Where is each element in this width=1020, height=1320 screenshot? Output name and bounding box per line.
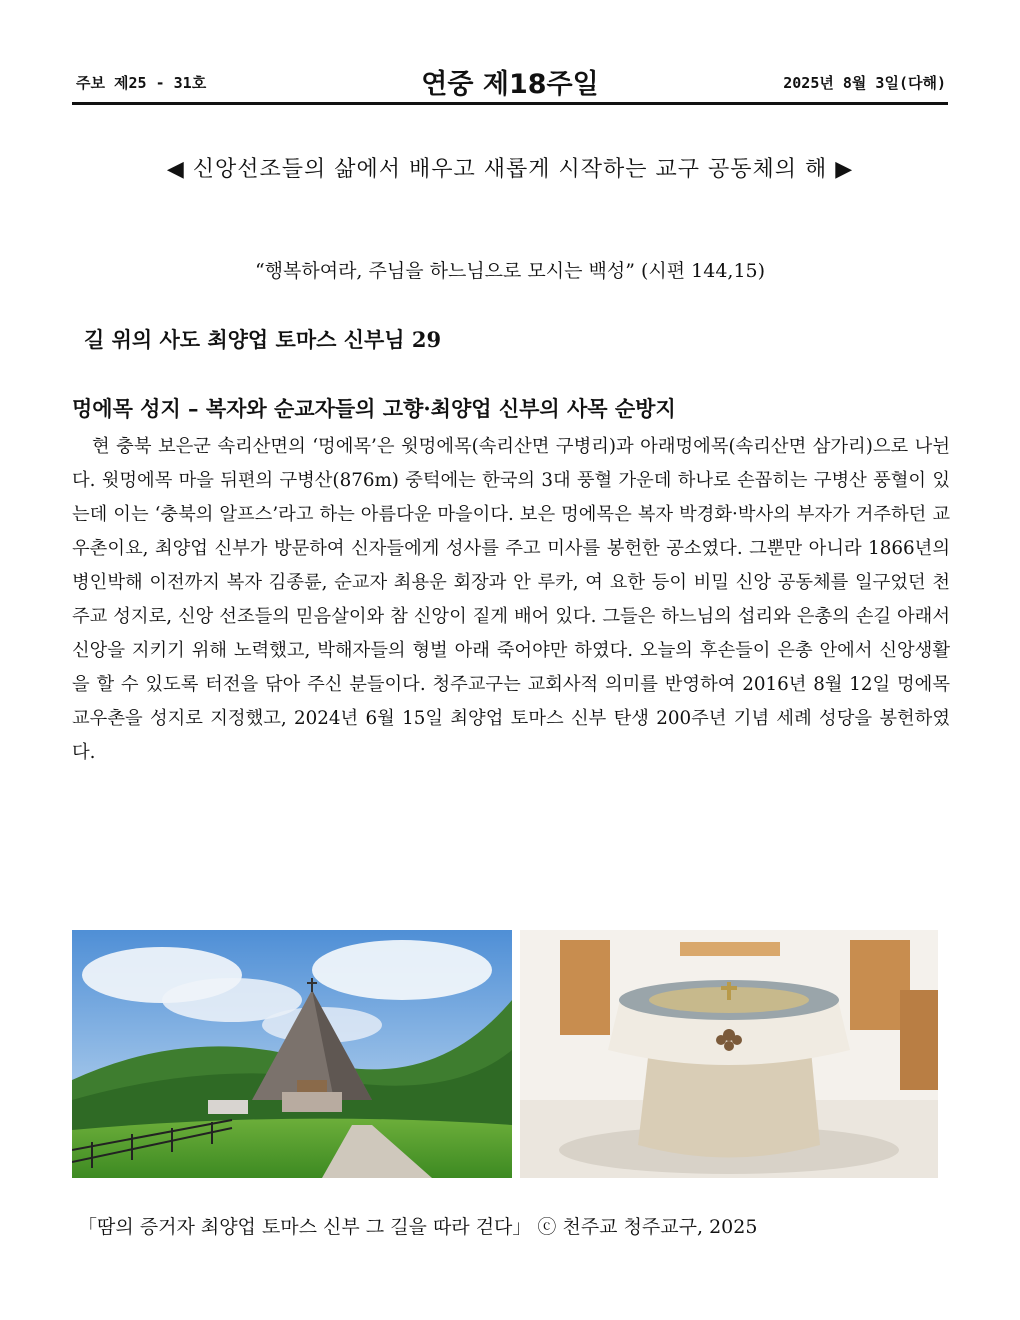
header-rule <box>72 102 948 105</box>
issue-number: 주보 제25 - 31호 <box>76 74 207 92</box>
series-title: 길 위의 사도 최양업 토마스 신부님 29 <box>84 327 442 352</box>
psalm-verse: “행복하여라, 주님을 하느님으로 모시는 백성” (시편 144,15) <box>254 260 766 282</box>
chapel-photo <box>72 930 512 1178</box>
liturgical-day-title: 연중 제18주일 <box>421 69 599 100</box>
bulletin-date: 2025년 8월 3일(다해) <box>783 74 946 92</box>
baptismal-font-photo <box>520 930 938 1178</box>
article-body <box>72 430 950 770</box>
diocese-motto: ◀ 신앙선조들의 삶에서 배우고 새롭게 시작하는 교구 공동체의 해 ▶ <box>166 157 854 182</box>
article-body-text: 현 충북 보은군 속리산면의 ‘멍에목’은 윗멍에목(속리산면 구병리)과 아래멍에목(속리산면 삼가리)으로 나뉜다. 윗멍에목 마을 뒤편의 구병산(876m) 중턱에는 한국의 3대 풍혈 가운데 하나로 손꼽히는 구병산 풍혈이 있는데 이는 ‘충북의 알프스’라고 하는 아름다운 마을이다. 보은 멍에목은 복자 박경화·박사의 부자가 거주하던 교우촌이요, 최양업 신부가 방문하여 신자들에게 성사를 주고 미사를 봉헌한 공소였다. 그뿐만 아니라 1866년의 병인박해 이전까지 복자 김종륜, 순교자 최용운 회장과 안 루카, 여 요한 등이 비밀 신앙 공동체를 일구었던 천주교 성지로, 신앙 선조들의 믿음살이와 참 신앙이 짙게 배어 있다. 그들은 하느님의 섭리와 은총의 손길 아래서 신앙을 지키기 위해 노력했고, 박해자들의 형벌 아래 죽어야만 하였다. 오늘의 후손들이 은총 안에서 신앙생활을 할 수 있도록 터전을 닦아 주신 분들이다. 청주교구는 교회사적 의미를 반영하여 2016년 8월 12일 멍에목 교우촌을 성지로 지정했고, 2024년 6월 15일 최양업 토마스 신부 탄생 200주년 기념 세례 성당을 봉헌하였다. <box>72 436 950 763</box>
image-credit-caption: 「땀의 증거자 최양업 토마스 신부 그 길을 따라 걷다」 ⓒ 천주교 청주교구, 2025 <box>78 1216 758 1238</box>
bulletin-header <box>72 62 948 102</box>
article-heading: 멍에목 성지 – 복자와 순교자들의 고향·최양업 신부의 사목 순방지 <box>72 396 676 421</box>
